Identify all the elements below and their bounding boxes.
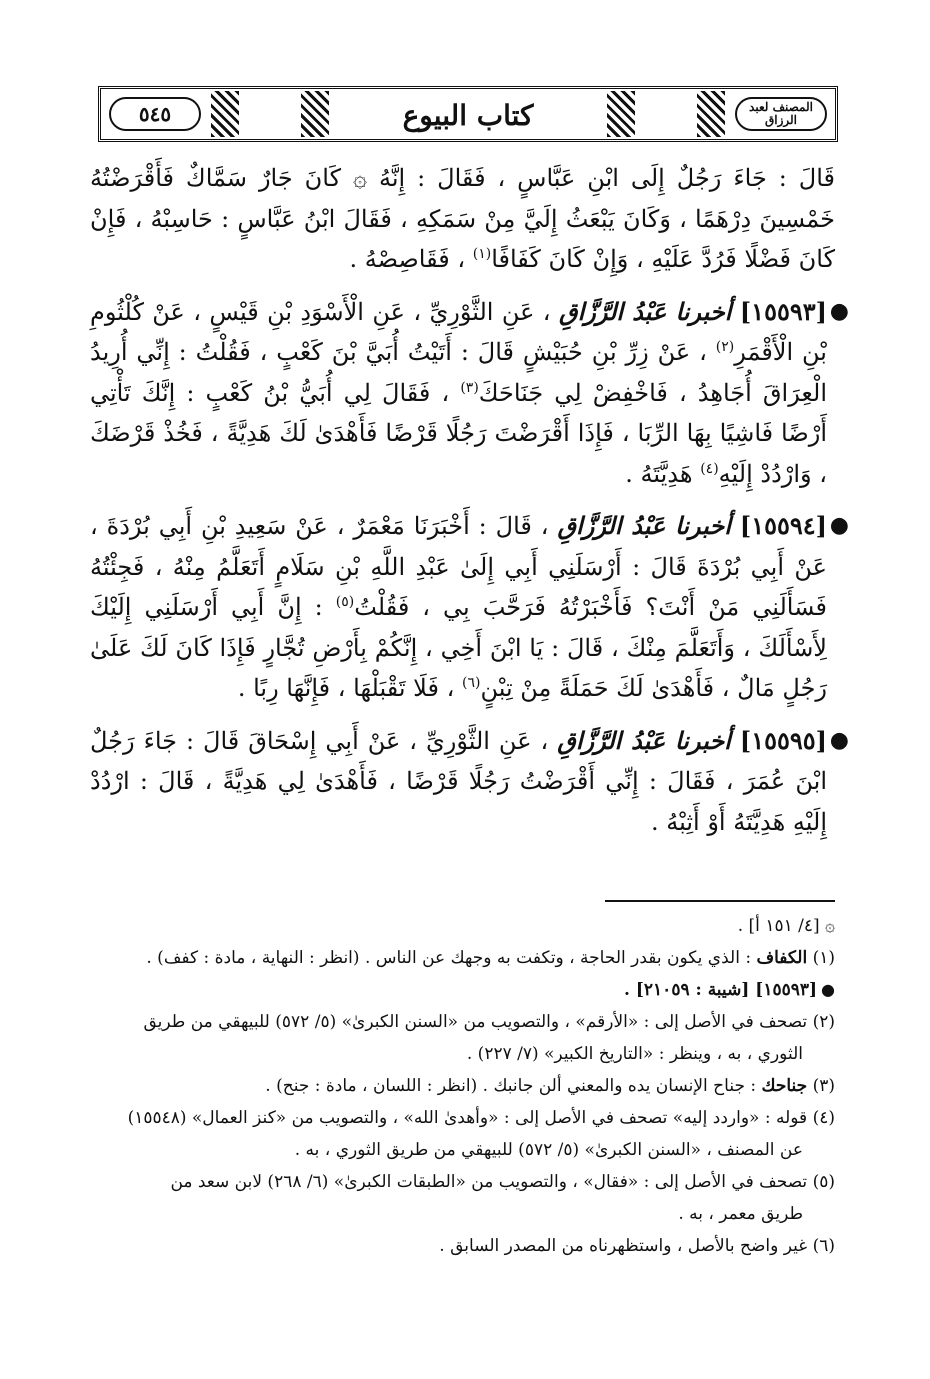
- footnotes: [95, 910, 835, 1262]
- hadith-entry: [90, 292, 849, 495]
- reference-note: ●[١٥٥٩٣] [شيبة : ٢١٠٥٩] .: [624, 980, 835, 1000]
- footnote: (٢) تصحف في الأصل إلى : «الأرقم» ، والتصويب من «السنن الكبرىٰ» (٥/ ٥٧٢) للبيهقي من طريق: [143, 1012, 835, 1032]
- footnote-ref[interactable]: (٣): [460, 379, 479, 396]
- text: : إِنَّ أَبِي أَرْسَلَنِي إِلَيْكَ لِأَسْأَلَكَ ، وَأَتَعَلَّمَ مِنْكَ ، قَالَ : يَا ابْنَ أَخِي ، إِنَّكُمْ بِأَرْضِ تُجَّارٍ فَإِذَا كَانَ لَكَ عَلَىٰ رَجُلٍ مَالٌ ، فَأَهْدَىٰ لَكَ حَمَلَةً مِنْ تِبْنٍ: [90, 593, 827, 702]
- footnote-ref[interactable]: (٤): [700, 460, 719, 477]
- footnote-continuation: طريق معمر ، به .: [678, 1204, 803, 1224]
- footnote: (١) الكفاف : الذي يكون بقدر الحاجة ، وتكفت به وجهك عن الناس . (انظر : النهاية ، مادة : كفف) .: [146, 948, 835, 968]
- marker-note: ۞ [٤/ ١٥١ أ] .: [737, 916, 835, 936]
- text: هَدِيَّتَهُ .: [625, 459, 693, 488]
- footnote-ref[interactable]: (٦): [461, 675, 481, 691]
- ornament-icon: [607, 91, 635, 137]
- bullet-icon: ●: [829, 727, 849, 753]
- intro-paragraph: [90, 158, 835, 280]
- narrator: أخبرنا عَبْدُ الرَّزَّاقِ: [557, 725, 731, 755]
- footnote-ref[interactable]: (١): [472, 246, 492, 262]
- ornament-icon: [211, 91, 239, 137]
- footnote: (٦) غير واضح بالأصل ، واستظهرناه من المصدر السابق .: [439, 1236, 835, 1256]
- hadith-entry: [90, 506, 849, 709]
- footnote: (٤) قوله : «واردد إليه» تصحف في الأصل إلى : «وأهدىٰ الله» ، والتصويب من «كنز العمال» (١٥٥٤٨): [127, 1108, 835, 1128]
- ornament-icon: [301, 91, 329, 137]
- footnote-ref[interactable]: (٥): [335, 594, 355, 610]
- footnote-divider: [605, 900, 835, 902]
- text: قَالَ : جَاءَ رَجُلٌ إِلَى ابْنِ عَبَّاسٍ ، فَقَالَ : إِنَّهُ ۞ كَانَ جَارٌ سَمَّاكٌ فَأَقْرَضْتُهُ خَمْسِينَ دِرْهَمًا ، وَكَانَ يَبْعَثُ إِلَيَّ مِنْ سَمَكِهِ ، فَقَالَ ابْنُ عَبَّاسٍ : حَاسِبْهُ ، فَإِنْ كَانَ فَضْلًا فَرُدَّ عَلَيْهِ ، وَإِنْ كَانَ كَفَافًا: [90, 164, 835, 273]
- page-header: [98, 86, 838, 142]
- text: ، عَنِ الثَّوْرِيِّ ، عَنِ الْأَسْوَدِ بْنِ قَيْسٍ ، عَنْ كُلْثُومِ بْنِ الْأَقْمَرِ: [90, 297, 827, 366]
- book-label: المصنف لعبد الرزاق: [735, 97, 827, 131]
- footnote: (٥) تصحف في الأصل إلى : «فقال» ، والتصويب من «الطبقات الكبرىٰ» (٦/ ٢٦٨) لابن سعد من: [170, 1172, 835, 1192]
- footnote-ref[interactable]: (٢): [715, 339, 735, 355]
- footnote-continuation: الثوري ، به ، وينظر : «التاريخ الكبير» (٧/ ٢٢٧) .: [466, 1044, 803, 1064]
- bullet-icon: ●: [821, 980, 835, 999]
- narrator: أخبرنا عَبْدُ الرَّزَّاقِ: [558, 296, 732, 326]
- footnote: (٣) جناحك : جناح الإنسان يده والمعني ألن جانبك . (انظر : اللسان ، مادة : جنح) .: [265, 1076, 835, 1096]
- ornament-icon: [697, 91, 725, 137]
- main-text: [90, 158, 849, 854]
- hadith-number: [١٥٥٩٤]: [739, 511, 827, 540]
- hadith-number: [١٥٥٩٥]: [739, 725, 827, 755]
- hadith-entry: [90, 721, 849, 843]
- text: ، فَقَالَ لِي أُبَيُّ بْنُ كَعْبٍ : إِنَّكَ تَأْتِي أَرْضًا فَاشِيًا بِهَا الرِّبَا ، فَإِذَا أَقْرَضْتَ رَجُلًا قَرْضًا فَأَهْدَىٰ لَكَ هَدِيَّةً ، فَخُذْ قَرْضَكَ ، وَارْدُدْ إِلَيْهِ: [90, 378, 827, 488]
- bullet-icon: ●: [829, 298, 849, 324]
- narrator: أخبرنا عَبْدُ الرَّزَّاقِ: [557, 511, 731, 540]
- footnote-continuation: عن المصنف ، «السنن الكبرىٰ» (٥/ ٥٧٢) للبيهقي من طريق الثوري ، به .: [294, 1140, 803, 1160]
- footnote-term: الكفاف: [756, 948, 808, 968]
- text: ، عَنِ الثَّوْرِيِّ ، عَنْ أَبِي إِسْحَاقَ قَالَ : جَاءَ رَجُلٌ ابْنَ عُمَرَ ، فَقَالَ : إِنِّي أَقْرَضْتُ رَجُلًا قَرْضًا ، فَأَهْدَىٰ لِي هَدِيَّةً ، قَالَ : ارْدُدْ إِلَيْهِ هَدِيَّتَهُ أَوْ أَثِبْهُ .: [90, 726, 827, 836]
- text: ، قَالَ : أَخْبَرَنَا مَعْمَرٌ ، عَنْ سَعِيدِ بْنِ أَبِي بُرْدَةَ ، عَنْ أَبِي بُرْدَةَ قَالَ : أَرْسَلَنِي أَبِي إِلَىٰ عَبْدِ اللَّهِ بْنِ سَلَامٍ أَتَعَلَّمُ مِنْهُ ، فَجِئْتُهُ فَسَأَلَنِي مَنْ أَنْتَ؟ فَأَخْبَرْتُهُ فَرَحَّبَ بِي ، فَقُلْتُ: [90, 512, 827, 621]
- hadith-number: [١٥٥٩٣]: [739, 296, 827, 326]
- text: ، عَنْ زِرِّ بْنِ حُبَيْشٍ قَالَ : أَتَيْتُ أُبَيَّ بْنَ كَعْبٍ ، فَقُلْتُ : إِنِّي أُرِيدُ الْعِرَاقَ أُجَاهِدُ ، فَاخْفِضْ لِي جَنَاحَكَ: [90, 338, 827, 407]
- text: ، فَقَاصِصْهُ .: [349, 245, 466, 273]
- footnote-term: جناحك: [761, 1076, 808, 1096]
- page-number: ٥٤٥: [109, 97, 201, 131]
- chapter-title: كتاب البيوع: [402, 98, 534, 132]
- text: ، فَلَا تَقْبَلْهَا ، فَإِنَّهَا رِبًا .: [237, 674, 455, 702]
- bullet-icon: ●: [829, 513, 849, 538]
